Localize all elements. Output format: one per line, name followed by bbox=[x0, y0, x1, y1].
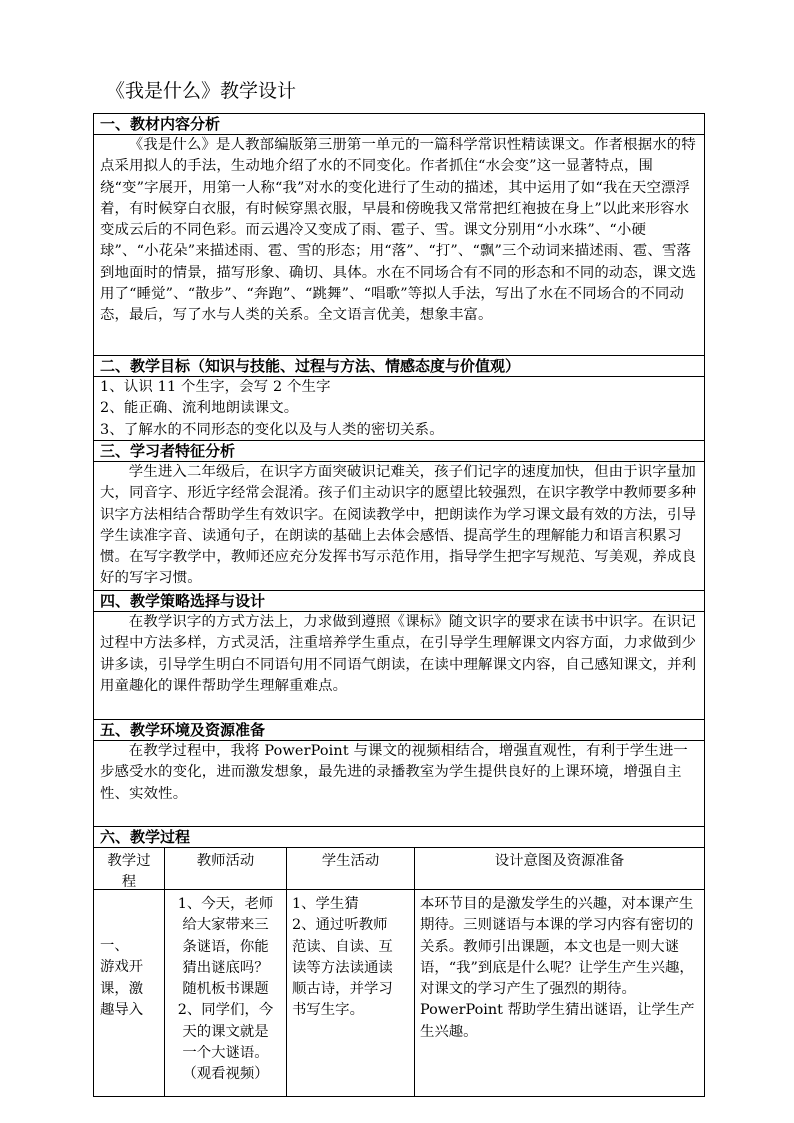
section-text-3: 学生进入二年级后，在识字方面突破识记难关，孩子们记字的速度加快，但由于识字量加大，同音字、形近字经常会混淆。孩子们主动识字的愿望比较强烈，在识字教学中教师要多种识字方法相结合帮助学生有效识字。在阅读教学中，把朗读作为学习课文最有效的方法，引导学生读准字音、读通句子，在朗读的基础上去体会感悟、提高学生的理解能力和语言积累习惯。在写字教学中，教师还应充分发挥书写示范作用，指导学生把字写规范、写美观，养成良好的写字习惯。 bbox=[93, 461, 705, 590]
section-text-1: 《我是什么》是人教部编版第三册第一单元的一篇科学常识性精读课文。作者根据水的特点采用拟人的手法，生动地介绍了水的不同变化。作者抓住“水会变”这一显著特点，围绕“变”字展开，用第一人称“我”对水的变化进行了生动的描述，其中运用了如“我在天空漂浮着，有时候穿白衣服，有时候穿黑衣服，早晨和傍晚我又常常把红袍披在身上”以此来形容水变成云后的不同色彩。而云遇冷又变成了雨、雹子、雪。课文分别用“小水珠”、“小硬球”、“小花朵”来描述雨、雹、雪的形态；用“落”、“打”、“飘”三个动词来描述雨、雹、雪落到地面时的情景，描写形象、确切、具体。水在不同场合有不同的形态和不同的动态，课文选用了“睡觉”、“散步”、“奔跑”、“跳舞”、“唱歌”等拟人手法，写出了水在不同场合的不同动态，最后，写了水与人类的关系。全文语言优美，想象丰富。 bbox=[93, 134, 705, 355]
student-activity-cell: 1、学生猜 2、通过听教师 范读、自读、互 读等方法读通读 顺古诗，并学习 书写生字。 bbox=[292, 896, 393, 1019]
intent-column bbox=[415, 848, 704, 1096]
column-header-stage: 教学过 程 bbox=[94, 848, 164, 890]
section-heading-3: 三、学习者特征分析 bbox=[93, 440, 705, 461]
objectives-list bbox=[93, 376, 705, 440]
objective-item: 1、认识 11 个生字，会写 2 个生字 bbox=[100, 379, 331, 395]
teacher-activity-cell: 1、今天，老师 给大家带来三 条谜语，你能 猜出谜底吗？ 随机板书课题 2、同学们，今 天的课文就是 一个大谜语。 （观看视频） bbox=[177, 896, 274, 1083]
objective-item: 3、了解水的不同形态的变化以及与人类的密切关系。 bbox=[100, 421, 444, 438]
teacher-column bbox=[165, 848, 287, 1096]
section-text-5: 在教学过程中，我将 PowerPoint 与课文的视频相结合，增强直观性，有利于学生进一步感受水的变化，进而激发想象，最先进的录播教室为学生提供良好的上课环境，增强自主性、实效性。 bbox=[93, 740, 705, 826]
process-table bbox=[93, 847, 705, 1097]
column-header-intent: 设计意图及资源准备 bbox=[415, 848, 704, 890]
document-title: 《我是什么》教学设计 bbox=[106, 80, 297, 102]
objective-item: 2、能正确、流利地朗读课文。 bbox=[100, 400, 299, 417]
section-text-4: 在教学识字的方式方法上，力求做到遵照《课标》随文识字的要求在读书中识字。在识记过程中方法多样，方式灵活，注重培养学生重点，在引导学生理解课文内容方面，力求做到少讲多读，引导学生明白不同语句用不同语气朗读，在读中理解课文内容，自己感知课文，并利用童趣化的课件帮助学生理解重难点。 bbox=[93, 611, 705, 719]
student-column bbox=[287, 848, 415, 1096]
section-heading-5: 五、教学环境及资源准备 bbox=[93, 719, 705, 740]
column-header-student: 学生活动 bbox=[287, 848, 414, 890]
column-header-teacher: 教师活动 bbox=[165, 848, 286, 890]
section-heading-4: 四、教学策略选择与设计 bbox=[93, 590, 705, 611]
intent-cell: 本环节目的是激发学生的兴趣，对本课产生期待。三则谜语与本课的学习内容有密切的关系。教师引出课题，本文也是一则大谜语，“我”到底是什么呢？让学生产生兴趣，对课文的学习产生了强烈的期待。 PowerPoint 帮助学生猜出谜语，让学生产生兴趣。 bbox=[420, 896, 695, 1040]
lesson-plan-table bbox=[93, 113, 705, 1097]
stage-column bbox=[94, 848, 165, 1096]
section-heading-6: 六、教学过程 bbox=[93, 826, 705, 847]
section-heading-1: 一、教材内容分析 bbox=[93, 113, 705, 134]
section-heading-2: 二、教学目标（知识与技能、过程与方法、情感态度与价值观） bbox=[93, 355, 705, 376]
stage-cell: 一、 游戏开 课，激 趣导入 bbox=[100, 938, 144, 1018]
